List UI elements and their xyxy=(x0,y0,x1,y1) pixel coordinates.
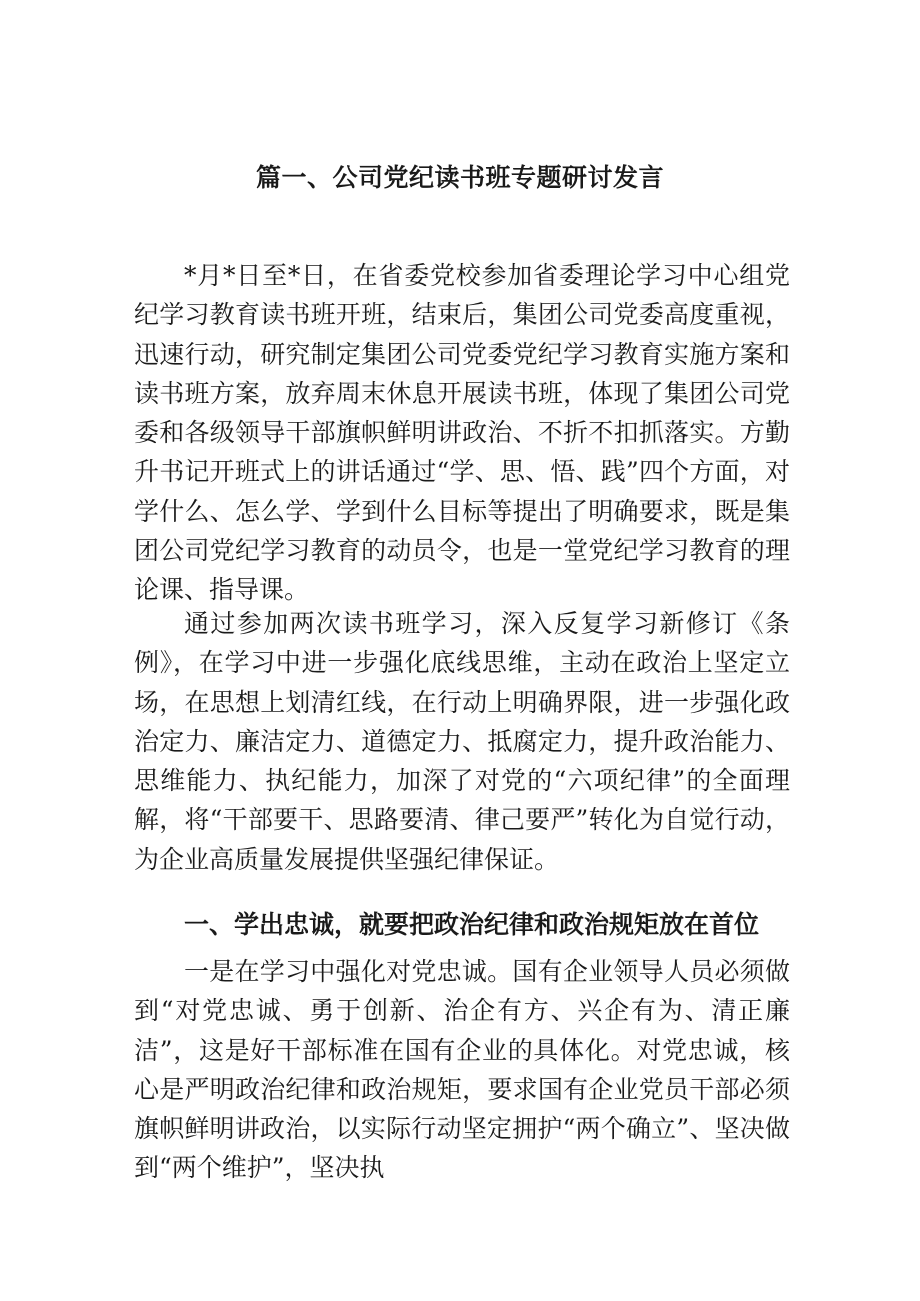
section-heading: 一、学出忠诚，就要把政治纪律和政治规矩放在首位 xyxy=(184,910,760,939)
paragraph-study: 通过参加两次读书班学习，深入反复学习新修订《条例》，在学习中进一步强化底线思维，主动在政治上坚定立场，在思想上划清红线，在行动上明确界限，进一步强化政治定力、廉洁定力、道德定力、抵腐定力，提升政治能力、思维能力、执纪能力，加深了对党的“六项纪律”的全面理解，将“干部要干、思路要清、律己要严”转化为自觉行动，为企业高质量发展提供坚强纪律保证。 xyxy=(134,609,790,874)
document-title: 篇一、公司党纪读书班专题研讨发言 xyxy=(255,163,664,192)
paragraph-intro: *月*日至*日，在省委党校参加省委理论学习中心组党纪学习教育读书班开班，结束后，集团公司党委高度重视，迅速行动，研究制定集团公司党委党纪学习教育实施方案和读书班方案，放弃周末休息开展读书班，体现了集团公司党委和各级领导干部旗帜鲜明讲政治、不折不扣抓落实。方勤升书记开班式上的讲话通过“学、思、悟、践”四个方面，对学什么、怎么学、学到什么目标等提出了明确要求，既是集团公司党纪学习教育的动员令，也是一堂党纪学习教育的理论课、指导课。 xyxy=(134,261,790,605)
paragraph-loyalty: 一是在学习中强化对党忠诚。国有企业领导人员必须做到“对党忠诚、勇于创新、治企有方、兴企有为、清正廉洁”，这是好干部标准在国有企业的具体化。对党忠诚，核心是严明政治纪律和政治规矩，要求国有企业党员干部必须旗帜鲜明讲政治，以实际行动坚定拥护“两个确立”、坚决做到“两个维护”，坚决执 xyxy=(134,957,790,1183)
